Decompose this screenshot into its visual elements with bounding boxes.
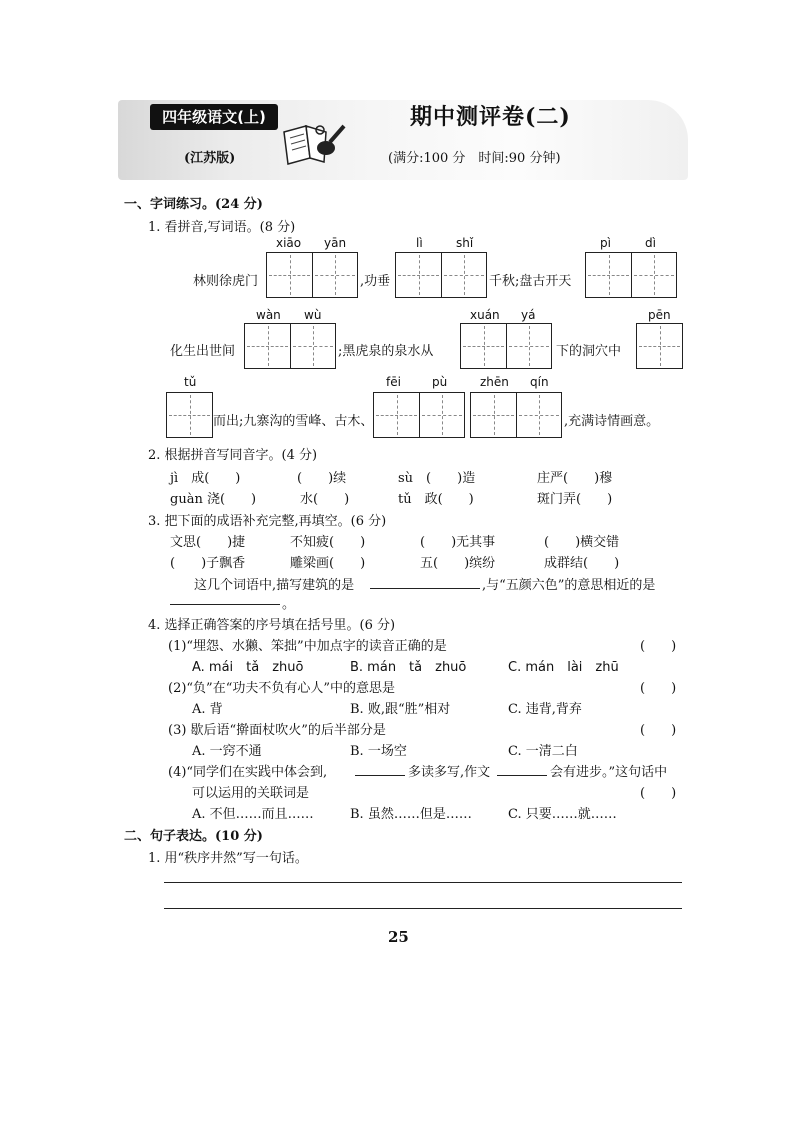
q1-text: ,充满诗情画意。	[564, 414, 660, 429]
edition-label: (江苏版)	[184, 151, 236, 166]
section2-title: 二、句子表达。(10 分)	[124, 829, 263, 844]
q2-item: 水( )	[300, 492, 350, 507]
q1-text: 化生出世间	[170, 344, 236, 359]
answer-paren[interactable]: ( )	[640, 786, 677, 801]
pinyin: lì	[416, 236, 423, 250]
q4-option: C. mán lài zhū	[508, 660, 619, 675]
answer-blank[interactable]	[370, 588, 480, 589]
q4-option: C. 违背,背弃	[508, 702, 582, 717]
answer-grid[interactable]	[244, 323, 336, 369]
exam-title: 期中测评卷(二)	[410, 104, 571, 130]
pinyin: dì	[645, 236, 656, 250]
q4-question: (1)“埋怨、水獭、笨拙”中加点字的读音正确的是	[168, 639, 447, 654]
q3-title: 3. 把下面的成语补充完整,再填空。(6 分)	[148, 514, 387, 529]
answer-grid[interactable]	[460, 323, 552, 369]
q3-item: 五( )缤纷	[420, 556, 496, 571]
q2-item: 斑门弄( )	[537, 492, 613, 507]
q1-text: 林则徐虎门	[193, 274, 259, 289]
pinyin: fēi	[386, 375, 401, 389]
answer-grid[interactable]	[266, 252, 358, 298]
answer-paren[interactable]: ( )	[640, 639, 677, 654]
pinyin: xiāo	[276, 236, 302, 250]
answer-grid[interactable]	[636, 323, 683, 369]
q4-question: 会有进步。”这句话中	[550, 765, 668, 780]
answer-blank[interactable]	[355, 775, 405, 776]
q4-option: B. 败,跟“胜”相对	[350, 702, 451, 717]
q1-text: ;黑虎泉的泉水从	[338, 344, 434, 359]
q1-text: ,功垂	[360, 274, 391, 289]
q2-title: 2. 根据拼音写同音字。(4 分)	[148, 448, 318, 463]
q2-item: tǔ 政( )	[398, 492, 474, 507]
pinyin: wù	[304, 308, 322, 322]
writing-line[interactable]	[164, 882, 682, 883]
q3-fill-text: ,与“五颜六色”的意思相近的是	[482, 578, 656, 593]
q4-option: B. mán tǎ zhuō	[350, 660, 467, 675]
pinyin: shǐ	[456, 236, 474, 250]
q3-item: 文思( )捷	[170, 535, 246, 550]
s2-q1: 1. 用“秩序井然”写一句话。	[148, 851, 308, 866]
pinyin: pēn	[648, 308, 671, 322]
q4-option: A. 一窍不通	[192, 744, 262, 759]
q2-item: guàn 浇( )	[170, 492, 257, 507]
q4-question: 多读多写,作文	[408, 765, 491, 780]
q2-item: 庄严( )穆	[537, 471, 613, 486]
pinyin: qín	[530, 375, 549, 389]
q1-text: 而出;九寨沟的雪峰、古木、	[213, 414, 374, 429]
answer-grid[interactable]	[470, 392, 562, 438]
q4-option: A. mái tǎ zhuō	[192, 660, 304, 675]
writing-line[interactable]	[164, 908, 682, 909]
q4-question: 可以运用的关联词是	[192, 786, 310, 801]
q3-fill-end: 。	[282, 597, 296, 612]
pinyin: yá	[521, 308, 536, 322]
q1-title: 1. 看拼音,写词语。(8 分)	[148, 220, 296, 235]
q4-title: 4. 选择正确答案的序号填在括号里。(6 分)	[148, 618, 396, 633]
pinyin: yān	[324, 236, 347, 250]
q4-question: (4)“同学们在实践中体会到,	[168, 765, 328, 780]
answer-paren[interactable]: ( )	[640, 681, 677, 696]
q3-item: 不知疲( )	[290, 535, 366, 550]
pinyin: xuán	[470, 308, 500, 322]
answer-grid[interactable]	[166, 392, 213, 438]
exam-subtitle: (满分:100 分 时间:90 分钟)	[388, 151, 561, 166]
q4-option: A. 不但……而且……	[192, 807, 314, 822]
q1-text: 下的洞穴中	[556, 344, 622, 359]
q3-fill-text: 这几个词语中,描写建筑的是	[194, 578, 355, 593]
q4-question: (2)“负”在“功夫不负有心人”中的意思是	[168, 681, 395, 696]
q4-option: A. 背	[192, 702, 223, 717]
answer-grid[interactable]	[585, 252, 677, 298]
pinyin: tǔ	[184, 375, 197, 389]
q1-text: 千秋;盘古开天	[489, 274, 572, 289]
q4-option: C. 一清二白	[508, 744, 578, 759]
pinyin: zhēn	[480, 375, 509, 389]
pinyin: pù	[432, 375, 448, 389]
pinyin: pì	[600, 236, 611, 250]
q3-item: ( )子飘香	[170, 556, 246, 571]
answer-blank[interactable]	[497, 775, 547, 776]
q3-item: 成群结( )	[544, 556, 620, 571]
answer-blank[interactable]	[170, 604, 280, 605]
q2-item: sù ( )造	[398, 471, 476, 486]
q3-item: ( )无其事	[420, 535, 496, 550]
q4-question: (3) 歇后语“擀面杖吹火”的后半部分是	[168, 723, 386, 738]
pinyin: wàn	[256, 308, 281, 322]
grade-badge: 四年级语文(上)	[150, 104, 278, 130]
q2-item: ( )续	[297, 471, 347, 486]
book-icon	[280, 118, 350, 168]
page-number: 25	[388, 928, 409, 946]
q4-option: B. 虽然……但是……	[350, 807, 472, 822]
q4-option: B. 一场空	[350, 744, 407, 759]
section1-title: 一、字词练习。(24 分)	[124, 197, 263, 212]
q3-item: 雕梁画( )	[290, 556, 366, 571]
answer-grid[interactable]	[373, 392, 465, 438]
q3-item: ( )横交错	[544, 535, 620, 550]
answer-paren[interactable]: ( )	[640, 723, 677, 738]
answer-grid[interactable]	[395, 252, 487, 298]
q4-option: C. 只要……就……	[508, 807, 617, 822]
q2-item: jì 成( )	[170, 471, 241, 486]
